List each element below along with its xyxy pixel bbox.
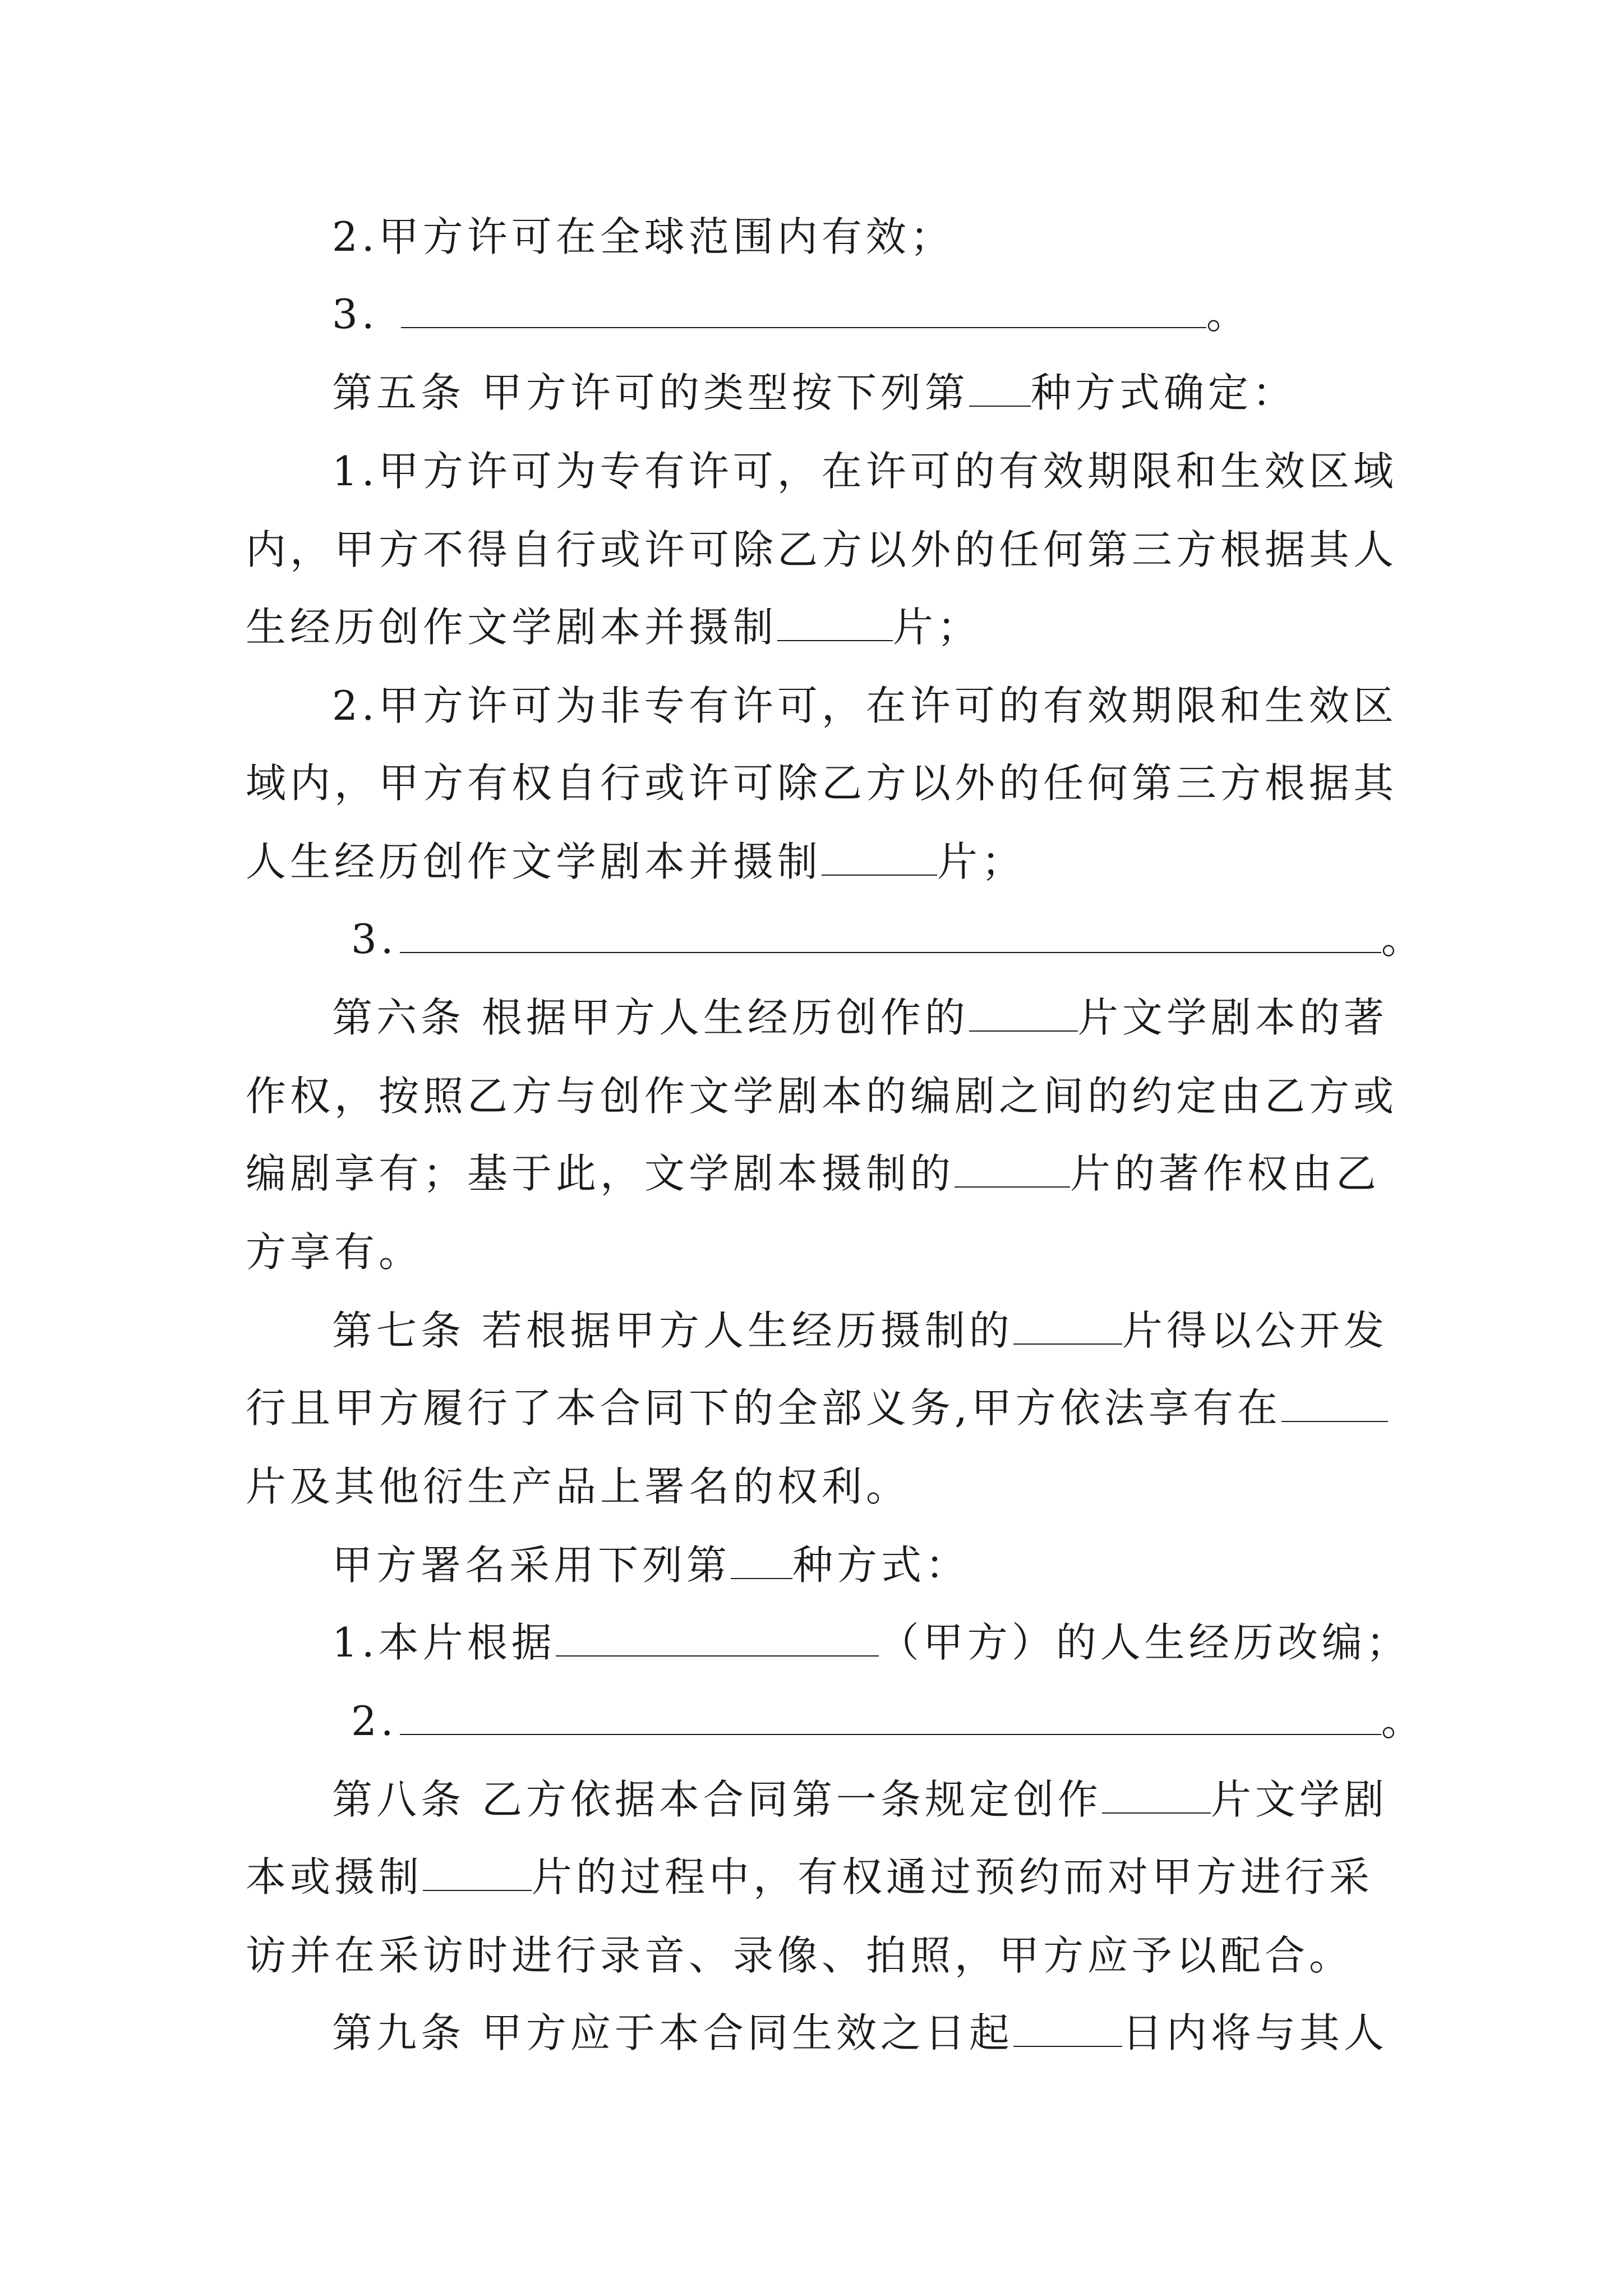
text-segment: 日内将与其人: [1122, 2009, 1388, 2056]
fill-in-blank: [969, 366, 1031, 407]
text-line: [332, 209, 955, 265]
text-segment: 3.: [332, 291, 379, 338]
text-line: [332, 1772, 1388, 1828]
text-line: [246, 755, 1398, 811]
text-line: [351, 1693, 1426, 1749]
fill-in-blank: [969, 991, 1078, 1032]
text-segment: 片的著作权由乙: [1070, 1150, 1381, 1197]
text-line: [246, 1380, 1388, 1436]
text-segment: 。: [1381, 1697, 1426, 1745]
fill-in-blank: [556, 1616, 879, 1657]
fill-in-blank: [955, 1147, 1070, 1188]
text-segment: 作权，按照乙方与创作文学剧本的编剧之间的约定由乙方或: [246, 1073, 1398, 1120]
fill-in-blank: [400, 1695, 1381, 1735]
text-segment: 第六条 根据甲方人生经历创作的: [332, 994, 969, 1041]
text-segment: 片及其他衍生产品上署名的权利。: [246, 1463, 911, 1510]
text-segment: 第五条 甲方许可的类型按下列第: [332, 369, 969, 416]
text-segment: 内，甲方不得自行或许可除乙方以外的任何第三方根据其人: [246, 526, 1398, 573]
text-segment: 片得以公开发: [1122, 1307, 1388, 1354]
text-segment: 行且甲方履行了本合同下的全部义务,甲方依法享有在: [246, 1384, 1281, 1432]
fill-in-blank: [731, 1539, 792, 1579]
text-line: [332, 2005, 1388, 2061]
text-segment: 2.甲方许可在全球范围内有效；: [332, 213, 955, 260]
text-segment: 。: [1206, 291, 1251, 338]
text-line: [351, 911, 1426, 967]
text-segment: 片文学剧本的著: [1077, 994, 1388, 1041]
text-segment: 人生经历创作文学剧本并摄制: [246, 838, 822, 885]
text-line: [246, 1145, 1380, 1202]
fill-in-blank: [777, 601, 893, 641]
text-line: [246, 1068, 1398, 1124]
text-line: [246, 1458, 910, 1515]
text-segment: 片文学剧: [1210, 1776, 1388, 1823]
text-segment: （甲方）的人生经历改编；: [878, 1619, 1410, 1666]
fill-in-blank: [400, 913, 1381, 953]
text-line: [332, 286, 1251, 342]
text-line: [246, 1224, 423, 1280]
text-line: [246, 834, 1026, 890]
fill-in-blank: [1013, 1304, 1122, 1345]
fill-in-blank: [822, 835, 937, 876]
text-segment: 甲方署名采用下列第: [332, 1542, 731, 1589]
text-line: [246, 1927, 1353, 1984]
text-segment: 1.甲方许可为专有许可，在许可的有效期限和生效区域: [332, 448, 1398, 495]
text-segment: 编剧享有；基于此，文学剧本摄制的: [246, 1150, 955, 1197]
fill-in-blank: [1013, 2007, 1122, 2047]
text-line: [332, 1614, 1410, 1671]
text-line: [332, 365, 1297, 421]
fill-in-blank: [1102, 1773, 1211, 1814]
fill-in-blank: [401, 288, 1206, 328]
text-segment: 本或摄制: [246, 1853, 423, 1901]
text-line: [246, 599, 981, 655]
text-segment: 域内，甲方有权自行或许可除乙方以外的任何第三方根据其: [246, 760, 1398, 807]
text-line: [246, 1849, 1373, 1905]
text-segment: 第七条 若根据甲方人生经历摄制的: [332, 1307, 1013, 1354]
text-segment: 第八条 乙方依据本合同第一条规定创作: [332, 1776, 1102, 1823]
text-segment: 。: [1381, 915, 1426, 963]
text-segment: 访并在采访时进行录音、录像、拍照，甲方应予以配合。: [246, 1932, 1354, 1979]
text-segment: 片；: [937, 838, 1026, 885]
text-segment: 种方式：: [792, 1542, 970, 1589]
text-segment: 片；: [893, 604, 982, 651]
text-segment: 方享有。: [246, 1228, 423, 1276]
text-segment: 第九条 甲方应于本合同生效之日起: [332, 2009, 1013, 2056]
text-segment: 种方式确定：: [1030, 369, 1297, 416]
text-segment: 2.: [351, 1697, 398, 1745]
text-segment: 生经历创作文学剧本并摄制: [246, 604, 778, 651]
text-line: [332, 678, 1398, 734]
text-line: [332, 443, 1398, 499]
fill-in-blank: [423, 1851, 532, 1891]
text-line: [332, 1303, 1388, 1359]
text-segment: 片的过程中，有权通过预约而对甲方进行采: [532, 1853, 1374, 1901]
text-line: [246, 522, 1398, 578]
fill-in-blank: [1281, 1382, 1388, 1422]
text-segment: 1.本片根据: [332, 1619, 556, 1666]
text-line: [332, 990, 1388, 1046]
text-segment: 2.甲方许可为非专有许可，在许可的有效期限和生效区: [332, 682, 1398, 729]
text-segment: 3.: [351, 915, 398, 963]
text-line: [332, 1537, 970, 1593]
